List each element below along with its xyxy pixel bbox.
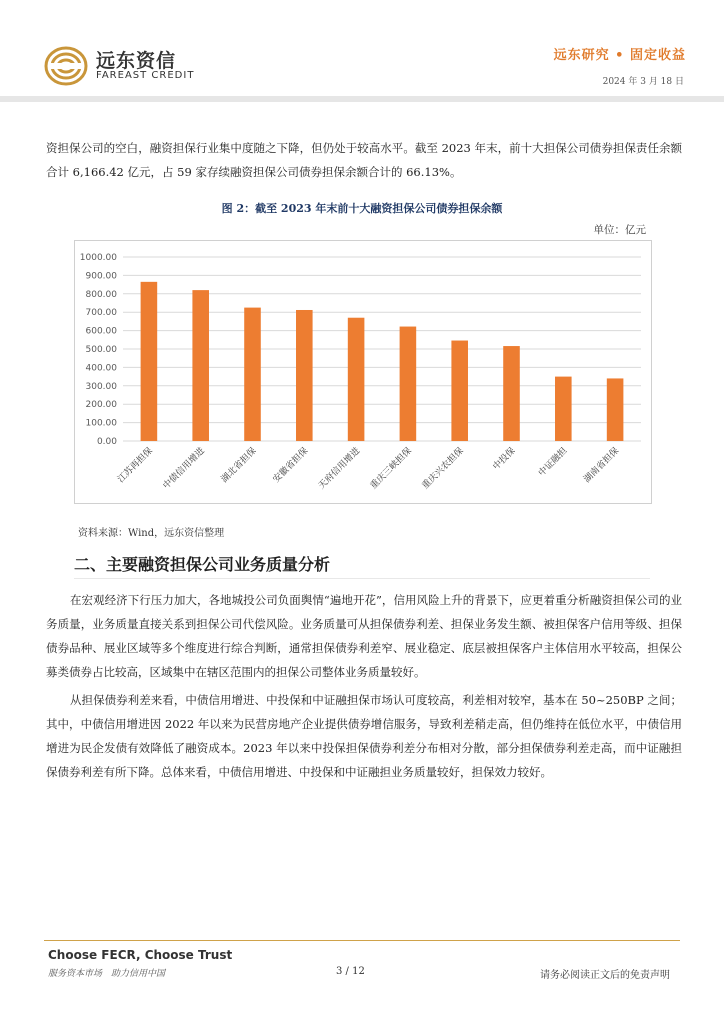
y-tick-label: 0.00 [96, 437, 117, 447]
y-tick-label: 700.00 [85, 308, 117, 319]
chart-unit-label: 单位：亿元 [593, 224, 646, 236]
paragraph-business-quality: 在宏观经济下行压力加大，各地城投公司负面舆情“遍地开花”，信用风险上升的背景下，应更着重分析融资担保公司的业务质量，业务质量直接关系到担保公司代偿风险。业务质量可从担保债券利差、担保业务发生额、被担保客户信用等级、担保债券品种、展业区域等多个维度进行综合判断，通常担保债券利差窄、展业稳定、底层被担保客户主体信用水平较高，担保公募类债券占比较高，区域集中在辖区范围内的担保公司整体业务质量较好。 [46, 593, 682, 679]
y-tick-label: 1000.00 [79, 253, 117, 263]
disclaimer-note: 请务必阅读正文后的免责声明 [540, 970, 670, 981]
footer-slogan-cn: 服务资本市场 助力信用中国 [48, 969, 166, 979]
x-tick-label: 江苏再担保 [116, 446, 156, 485]
section-divider [74, 578, 650, 579]
x-tick-label: 中证融担 [536, 446, 570, 479]
paragraph-spread-analysis: 从担保债券利差来看，中债信用增进、中投保和中证融担保市场认可度较高，利差相对较窄，基本在 50~250BP 之间；其中，中债信用增进因 2022 年以来为民营房地产企业提供债券增信服务，导致利差稍走高，但仍维持在低位水平，中债信用增进为民企发债有效降低了融资成本。2023 年以来中投保担保债券利差分布相对分散，部分担保债券利差走高，而中证融担保债券利差有所下降。总体来看，中债信用增进、中投保和中证融担业务质量较好，担保效力较好。 [46, 693, 682, 779]
x-tick-label: 天府信用增进 [316, 446, 363, 492]
x-tick-label: 中债信用增进 [161, 446, 207, 492]
figure-title: 图 2：截至 2023 年末前十大融资担保公司债券担保余额 [221, 202, 503, 215]
bar [348, 318, 365, 441]
chart-source-note: 资料来源：Wind，远东资信整理 [78, 528, 225, 539]
bar [141, 282, 158, 441]
x-tick-label: 湖南省担保 [582, 446, 622, 485]
y-tick-label: 600.00 [85, 326, 117, 337]
bar [296, 310, 313, 441]
report-date: 2024 年 3 月 18 日 [602, 77, 684, 87]
y-tick-label: 100.00 [85, 418, 117, 429]
section-heading: 二、主要融资担保公司业务质量分析 [74, 555, 331, 574]
bar [451, 341, 468, 441]
bar [503, 346, 520, 441]
bar [607, 378, 624, 441]
x-tick-label: 安徽省担保 [271, 446, 311, 485]
brand-name-en: FAREAST CREDIT [96, 70, 195, 81]
header-divider [0, 96, 724, 102]
bar [244, 308, 261, 441]
y-tick-label: 500.00 [85, 345, 117, 355]
paragraph-intro: 资担保公司的空白，融资担保行业集中度随之下降，但仍处于较高水平。截至 2023 年末，前十大担保公司债券担保责任余额合计 6,166.42 亿元，占 59 家存续融资担保公司债券担保余额合计的 66.13%。 [46, 141, 682, 179]
bar [400, 327, 417, 441]
x-tick-label: 重庆三峡担保 [368, 446, 415, 492]
footer-slogan-en: Choose FECR, Choose Trust [48, 948, 233, 962]
y-tick-label: 900.00 [85, 271, 117, 282]
x-tick-label: 湖北省担保 [219, 446, 259, 485]
x-tick-label: 重庆兴农担保 [420, 446, 466, 492]
x-tick-label: 中投保 [491, 446, 518, 473]
page-number: 3 / 12 [336, 966, 365, 977]
brand-name-cn: 远东资信 [96, 50, 177, 72]
bar-chart [75, 241, 651, 503]
report-section-title: 远东研究 • 固定收益 [553, 48, 686, 63]
page-header [0, 0, 724, 104]
y-tick-label: 300.00 [85, 381, 117, 392]
fareast-logo-icon [44, 44, 88, 88]
footer-divider [44, 940, 680, 941]
bar [555, 377, 572, 441]
y-tick-label: 400.00 [85, 363, 117, 374]
y-tick-label: 200.00 [85, 400, 117, 411]
bar-chart-frame [74, 240, 652, 504]
bar [192, 290, 209, 441]
y-tick-label: 800.00 [85, 289, 117, 300]
